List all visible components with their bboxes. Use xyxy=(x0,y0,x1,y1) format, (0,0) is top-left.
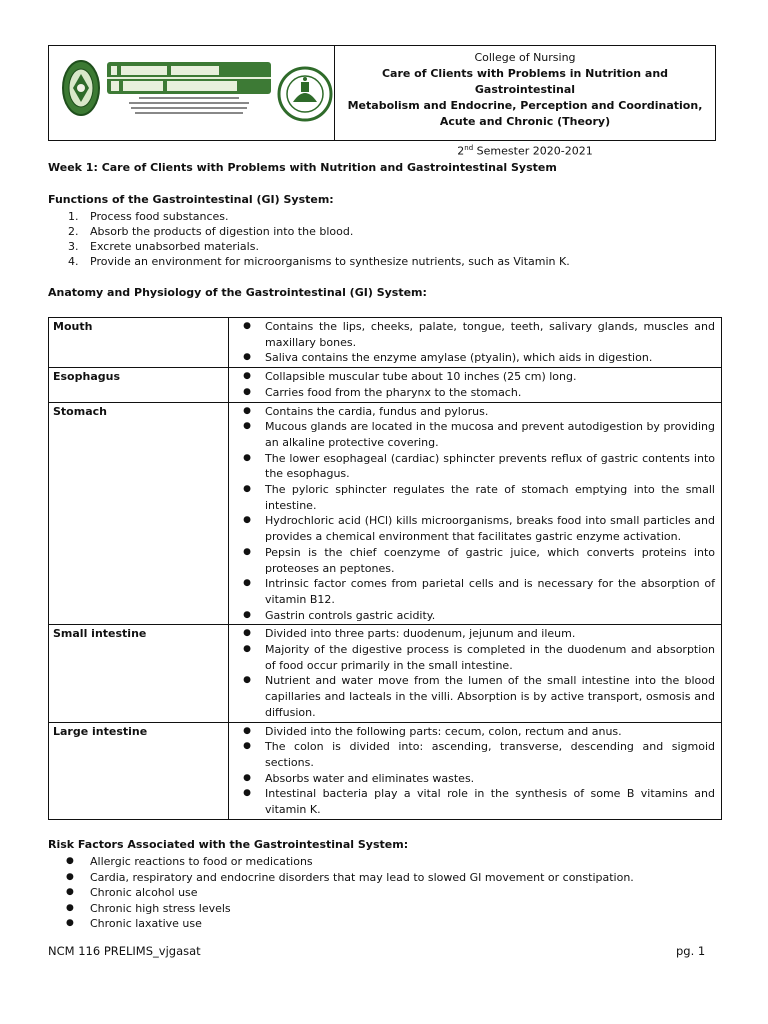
semester-label xyxy=(335,140,715,160)
bullet-icon: ● xyxy=(243,675,251,686)
points-cell xyxy=(229,402,722,625)
bullet-icon: ● xyxy=(243,725,251,736)
list-item: ● Collapsible muscular tube about 10 inches (25 cm) long. xyxy=(229,369,715,385)
bullet-icon: ● xyxy=(243,452,251,463)
college-name: College of Nursing xyxy=(474,51,576,64)
functions-heading: Functions of the Gastrointestinal (GI) System: xyxy=(48,193,334,206)
header-box xyxy=(48,45,716,158)
bullet-icon: ● xyxy=(243,628,251,639)
list-item: ● Mucous glands are located in the mucosa and prevent autodigestion by providing an alkaline protective covering. xyxy=(229,419,715,450)
points-cell xyxy=(229,318,722,368)
bullet-icon: ● xyxy=(243,578,251,589)
bullet-icon: ● xyxy=(243,371,251,382)
bullet-icon: ● xyxy=(243,321,251,331)
bullet-icon: ● xyxy=(243,772,251,783)
bullet-icon: ● xyxy=(243,788,251,799)
list-item: ● Carries food from the pharynx to the stomach. xyxy=(229,385,715,401)
list-item: ● Pepsin is the chief coenzyme of gastric juice, which converts proteins into proteoses an peptones. xyxy=(229,545,715,576)
list-item: ● Divided into three parts: duodenum, jejunum and ileum. xyxy=(229,626,715,642)
list-item: ● Chronic high stress levels xyxy=(66,901,231,915)
table-row xyxy=(49,318,722,368)
semester-number: 2 xyxy=(457,144,465,158)
list-item: ● The pyloric sphincter regulates the rate of stomach emptying into the small intestine. xyxy=(229,482,715,513)
bullet-icon: ● xyxy=(243,352,251,363)
organ-cell: Large intestine xyxy=(49,722,229,819)
list-item: ● Absorbs water and eliminates wastes. xyxy=(229,771,715,787)
points-cell xyxy=(229,368,722,402)
organ-cell: Stomach xyxy=(49,402,229,625)
anatomy-table xyxy=(48,317,722,820)
bullet-icon: ● xyxy=(243,609,251,620)
list-item: ● Allergic reactions to food or medications xyxy=(66,855,313,868)
bullet-icon: ● xyxy=(243,405,251,416)
footer-page-number: pg. 1 xyxy=(676,944,706,958)
list-item: ● Hydrochloric acid (HCl) kills microorganisms, breaks food into small particles and provides a chemical environment that facilitates gastric enzyme activation. xyxy=(229,513,715,544)
bullet-icon: ● xyxy=(243,421,251,432)
organ-cell: Esophagus xyxy=(49,368,229,402)
week-heading: Week 1: Care of Clients with Problems with Nutrition and Gastrointestinal System xyxy=(48,161,557,174)
list-item: ● Intestinal bacteria play a vital role in the synthesis of some B vitamins and vitamin K. xyxy=(229,786,715,817)
logo-cell xyxy=(49,46,335,140)
footer-course-code: NCM 116 PRELIMS_vjgasat xyxy=(48,944,201,958)
semester-text: Semester 2020-2021 xyxy=(473,144,593,158)
list-item: ● Gastrin controls gastric acidity. xyxy=(229,608,715,624)
list-item: ● The colon is divided into: ascending, transverse, descending and sigmoid sections. xyxy=(229,739,715,770)
bullet-icon: ● xyxy=(243,386,251,397)
table-row xyxy=(49,625,722,722)
bullet-icon: ● xyxy=(66,856,74,866)
bullet-icon: ● xyxy=(243,546,251,557)
points-cell xyxy=(229,722,722,819)
table-row xyxy=(49,722,722,819)
address-block-graphic xyxy=(109,96,269,118)
bullet-icon: ● xyxy=(66,918,74,929)
bullet-icon: ● xyxy=(66,902,74,913)
list-item: 2. Absorb the products of digestion into the blood. xyxy=(68,225,354,238)
list-item: ● Chronic laxative use xyxy=(66,917,202,931)
table-row xyxy=(49,402,722,625)
university-seal-icon xyxy=(61,58,101,118)
organ-cell: Mouth xyxy=(49,318,229,368)
bullet-icon: ● xyxy=(243,484,251,495)
college-of-nursing-seal-icon xyxy=(277,54,333,134)
table-row xyxy=(49,368,722,402)
list-item: ● Chronic alcohol use xyxy=(66,886,198,900)
course-info xyxy=(335,46,715,158)
list-item: 1. Process food substances. xyxy=(68,210,229,223)
course-title-line-2: Metabolism and Endocrine, Perception and Coordination, xyxy=(347,99,703,112)
course-title-line-3: Acute and Chronic (Theory) xyxy=(439,115,611,128)
organ-cell: Small intestine xyxy=(49,625,229,722)
bullet-icon: ● xyxy=(66,871,74,882)
anatomy-heading: Anatomy and Physiology of the Gastrointestinal (GI) System: xyxy=(48,286,427,299)
list-item: 3. Excrete unabsorbed materials. xyxy=(68,240,259,253)
list-item: ● Contains the lips, cheeks, palate, tongue, teeth, salivary glands, muscles and maxillary bones. xyxy=(229,319,715,350)
course-title-line-1: Care of Clients with Problems in Nutrition and Gastrointestinal xyxy=(381,67,669,96)
points-cell xyxy=(229,625,722,722)
risk-factors-list xyxy=(66,854,634,932)
bullet-icon: ● xyxy=(243,644,251,655)
semester-suffix: nd xyxy=(464,144,474,152)
list-item: ● The lower esophageal (cardiac) sphincter prevents reflux of gastric contents into the esophagus. xyxy=(229,451,715,482)
list-item: ● Majority of the digestive process is completed in the duodenum and absorption of food occur primarily in the small intestine. xyxy=(229,642,715,673)
list-item: ● Nutrient and water move from the lumen of the small intestine into the blood capillaries and lacteals in the villi. Absorption is by active transport, osmosis and diffusion. xyxy=(229,673,715,720)
list-item: ● Divided into the following parts: cecum, colon, rectum and anus. xyxy=(229,724,715,740)
risk-factors-heading: Risk Factors Associated with the Gastrointestinal System: xyxy=(48,838,409,851)
list-item: ● Intrinsic factor comes from parietal cells and is necessary for the absorption of vitamin B12. xyxy=(229,576,715,607)
list-item: 4. Provide an environment for microorganisms to synthesize nutrients, such as Vitamin K. xyxy=(68,255,570,268)
bullet-icon: ● xyxy=(243,741,251,752)
list-item: ● Contains the cardia, fundus and pylorus. xyxy=(229,404,715,420)
university-wordmark-logo xyxy=(105,60,273,96)
bullet-icon: ● xyxy=(243,515,251,526)
list-item: ● Cardia, respiratory and endocrine disorders that may lead to slowed GI movement or constipation. xyxy=(66,870,634,884)
list-item: ● Saliva contains the enzyme amylase (ptyalin), which aids in digestion. xyxy=(229,350,715,366)
functions-list xyxy=(68,209,570,269)
bullet-icon: ● xyxy=(66,887,74,898)
